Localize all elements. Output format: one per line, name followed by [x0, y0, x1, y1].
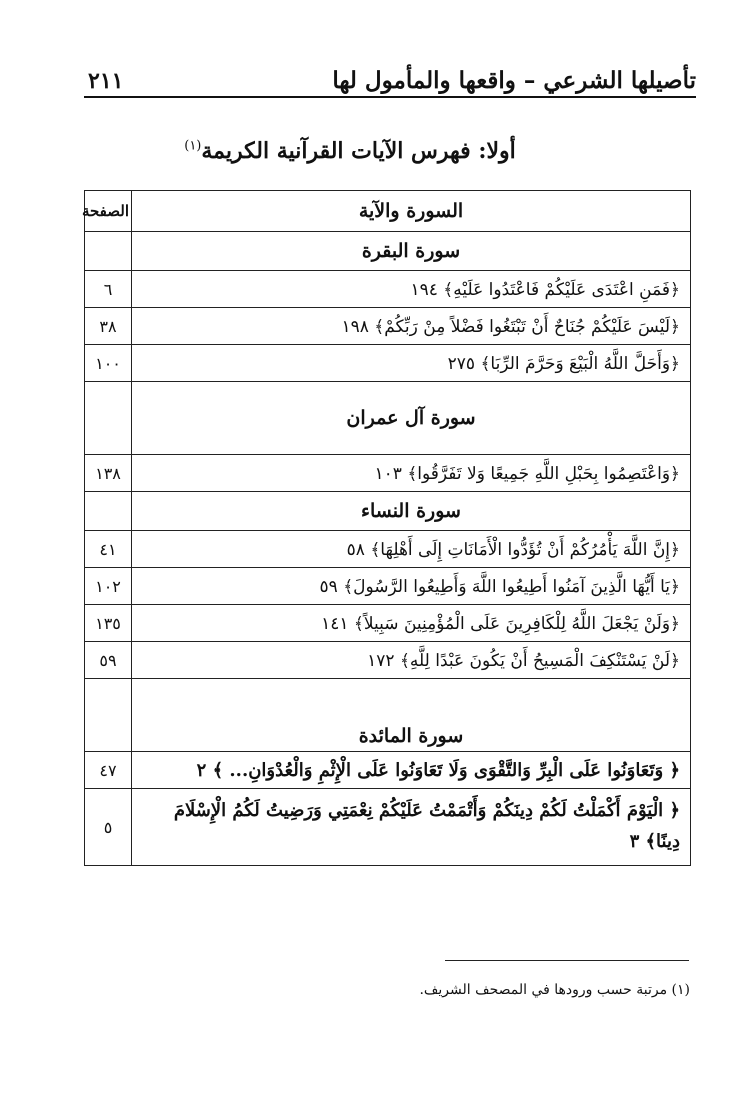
table-row	[85, 271, 691, 308]
page-cell: ٥	[85, 789, 132, 866]
verse-text: ﴿إِنَّ اللَّهَ يَأْمُرُكُمْ أَنْ تُؤَدُّوا الْأَمَانَاتِ إِلَى أَهْلِهَا﴾ ٥٨	[132, 531, 691, 568]
page-cell-empty	[85, 382, 132, 455]
table-header-row	[85, 191, 691, 232]
table-row	[85, 642, 691, 679]
verse-text: ﴿وَاعْتَصِمُوا بِحَبْلِ اللَّهِ جَمِيعًا وَلا تَفَرَّقُوا﴾ ١٠٣	[132, 455, 691, 492]
footnote-rule	[445, 960, 689, 961]
surah-row	[85, 382, 691, 455]
verse-text: ﴿ الْيَوْمَ أَكْمَلْتُ لَكُمْ دِينَكُمْ وَأَتْمَمْتُ عَلَيْكُمْ نِعْمَتِي وَرَضِيتُ لَكُمُ الْإِسْلَامَ دِينًا﴾ ٣	[132, 789, 691, 866]
page-number: ٢١١	[88, 68, 124, 94]
table-row	[85, 752, 691, 789]
page-cell: ٦	[85, 271, 132, 308]
table-row	[85, 345, 691, 382]
page-cell: ١٣٥	[85, 605, 132, 642]
verse-index-table	[81, 190, 691, 866]
page-cell: ٤٧	[85, 752, 132, 789]
surah-name: سورة آل عمران	[132, 382, 691, 455]
surah-name: سورة البقرة	[132, 232, 691, 271]
footnote-marker[interactable]: (١)	[184, 138, 202, 154]
page-cell: ٣٨	[85, 308, 132, 345]
verse-text: ﴿وَأَحَلَّ اللَّهُ الْبَيْعَ وَحَرَّمَ الرِّبَا﴾ ٢٧٥	[132, 345, 691, 382]
footnote: (١) مرتبة حسب ورودها في المصحف الشريف.	[419, 982, 690, 998]
surah-row	[85, 679, 691, 752]
verse-text: ﴿لَيْسَ عَلَيْكُمْ جُنَاحٌ أَنْ تَبْتَغُوا فَضْلاً مِنْ رَبِّكُمْ﴾ ١٩٨	[132, 308, 691, 345]
page-cell: ١٠٢	[85, 568, 132, 605]
column-header-surah-verse: السورة والآية	[132, 191, 691, 232]
section-heading	[80, 138, 620, 164]
verse-text: ﴿ وَتَعَاوَنُوا عَلَى الْبِرِّ وَالتَّقْوَى وَلَا تَعَاوَنُوا عَلَى الْإِثْمِ وَالْعُدْوَانِ... ﴾ ٢	[132, 752, 691, 789]
verse-text: ﴿يَا أَيُّهَا الَّذِينَ آمَنُوا أَطِيعُوا اللَّهَ وَأَطِيعُوا الرَّسُولَ﴾ ٥٩	[132, 568, 691, 605]
surah-row	[85, 492, 691, 531]
surah-row	[85, 232, 691, 271]
table-row	[85, 568, 691, 605]
column-header-page: الصفحة	[85, 191, 132, 232]
table-row	[85, 455, 691, 492]
page-cell-empty	[85, 679, 132, 752]
page-cell-empty	[85, 232, 132, 271]
verse-text: ﴿لَنْ يَسْتَنْكِفَ الْمَسِيحُ أَنْ يَكُونَ عَبْدًا لِلَّهِ﴾ ١٧٢	[132, 642, 691, 679]
table-row	[85, 531, 691, 568]
page-cell: ٤١	[85, 531, 132, 568]
running-header	[88, 58, 696, 92]
table-row	[85, 308, 691, 345]
running-header-title: تأصيلها الشرعي – واقعها والمأمول لها	[332, 67, 696, 94]
page-cell: ١٣٨	[85, 455, 132, 492]
header-rule	[84, 96, 696, 98]
table-row	[85, 789, 691, 866]
surah-name: سورة النساء	[132, 492, 691, 531]
page-cell: ١٠٠	[85, 345, 132, 382]
section-heading-text: أولا: فهرس الآيات القرآنية الكريمة	[201, 138, 516, 164]
page-cell-empty	[85, 492, 132, 531]
page-cell: ٥٩	[85, 642, 132, 679]
surah-name: سورة المائدة	[132, 679, 691, 752]
verse-text: ﴿وَلَنْ يَجْعَلَ اللَّهُ لِلْكَافِرِينَ عَلَى الْمُؤْمِنِينَ سَبِيلاً﴾ ١٤١	[132, 605, 691, 642]
verse-text: ﴿فَمَنِ اعْتَدَى عَلَيْكُمْ فَاعْتَدُوا عَلَيْهِ﴾ ١٩٤	[132, 271, 691, 308]
table-row	[85, 605, 691, 642]
